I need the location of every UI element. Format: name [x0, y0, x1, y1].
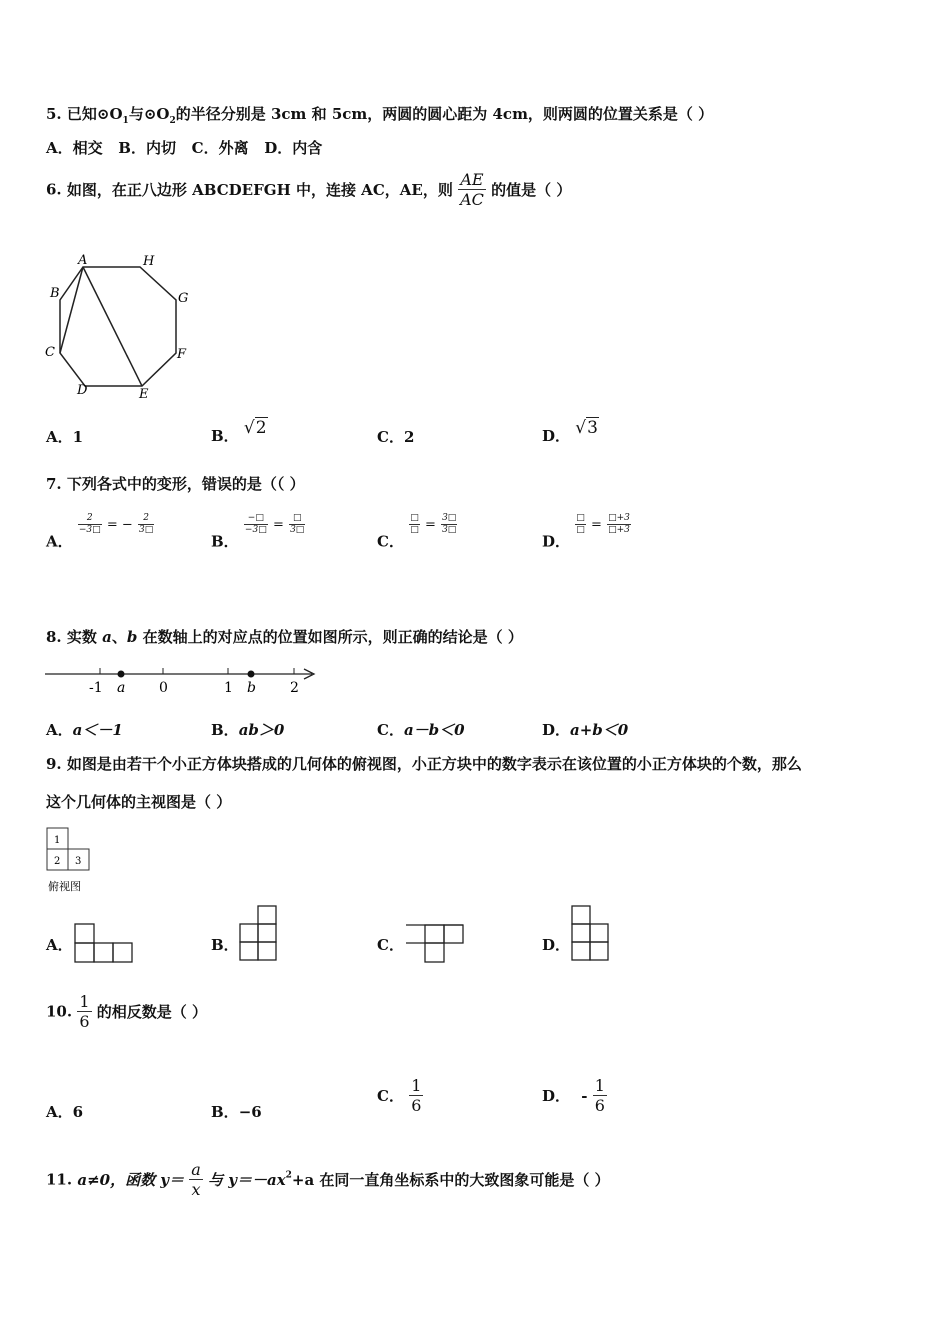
- q9-option-d-label: D．: [542, 936, 571, 954]
- vertex-label-f: F: [177, 347, 187, 362]
- q7-opt-d-expr: [575, 513, 631, 536]
- q10-frac-num: 1: [79, 992, 90, 1011]
- q8-opt-d-label: D．: [542, 721, 571, 739]
- q9-option-a-figure: [73, 922, 135, 964]
- q10-option-a: [46, 1101, 83, 1122]
- q9-stem-line1: [46, 753, 802, 774]
- q10-opt-c-fraction: [409, 1076, 423, 1115]
- q7-b-rhs-den: 3□: [290, 525, 305, 535]
- q7-d-lhs: [575, 513, 586, 536]
- q10-option-d: [542, 1076, 607, 1115]
- q11-number: 11.: [46, 1170, 73, 1189]
- q7-c-lhs: [409, 513, 420, 536]
- q7-d-lhs-den: □: [576, 525, 585, 535]
- q7-c-rhs: [441, 513, 457, 536]
- q8-var-b: b: [126, 628, 138, 646]
- q9-option-d-figure: [570, 904, 612, 964]
- q6-opt-d-radicand: 3: [587, 418, 598, 438]
- q10-fraction: [77, 992, 91, 1031]
- q6-text-b: 的值是（ ）: [491, 181, 572, 199]
- q5-stem: [46, 103, 713, 126]
- axis-label-2: 2: [290, 680, 299, 696]
- q7-c-op: =: [424, 517, 436, 533]
- q8-sep: 、: [111, 628, 127, 646]
- q7-a-rhs-num: 2: [138, 513, 154, 525]
- q7-c-rhs-den: 3□: [442, 525, 457, 535]
- point-b: [248, 671, 255, 678]
- axis-label-neg1: -1: [89, 680, 103, 696]
- top-view-value-3: 3: [75, 856, 82, 867]
- q7-opt-d-label: D．: [542, 532, 571, 551]
- q7-d-rhs: [607, 513, 631, 536]
- q9-option-a-label: A．: [46, 936, 73, 954]
- q7-b-lhs-den: −3□: [244, 525, 267, 535]
- q9-stem-line2: 这个几何体的主视图是（ ）: [46, 793, 232, 811]
- q10-text: 的相反数是（ ）: [96, 1003, 207, 1021]
- vertex-label-c: C: [45, 345, 55, 360]
- q7-a-op: = −: [106, 517, 133, 533]
- q7-b-rhs: [289, 513, 305, 536]
- q11-text-a: a≠0，函数 y＝: [77, 1171, 185, 1189]
- q7-option-d: [542, 513, 631, 552]
- q6-option-d: [542, 418, 599, 446]
- axis-label-1: 1: [224, 680, 233, 696]
- q9-option-b-figure: [238, 904, 280, 964]
- q9-number: 9.: [46, 755, 62, 773]
- q8-opt-d-value: a+b＜0: [570, 721, 629, 739]
- q10-stem: [46, 992, 207, 1031]
- top-view-value-1: 1: [54, 835, 61, 846]
- q7-a-rhs: [138, 513, 154, 536]
- q7-opt-b-label: B．: [211, 532, 239, 551]
- axis-label-b: b: [247, 680, 256, 696]
- q9-d-cell-bot-l: [572, 942, 590, 960]
- q5-number: 5.: [46, 105, 62, 123]
- q6-fraction: [458, 170, 486, 209]
- q11-fraction: [189, 1160, 203, 1199]
- q7-b-rhs-num: □: [289, 513, 305, 525]
- q10-option-b: [211, 1101, 262, 1122]
- q10-option-c: [377, 1076, 423, 1115]
- q7-opt-a-label: A．: [46, 532, 73, 551]
- q8-number: 8.: [46, 628, 62, 646]
- q5-text-c: 的半径分别是 3cm 和 5cm，两圆的圆心距为 4cm，则两圆的位置关系是（ ）: [175, 105, 714, 123]
- q7-d-op: =: [591, 517, 602, 533]
- q7-c-lhs-den: □: [410, 525, 419, 535]
- q11-stem: [46, 1160, 610, 1199]
- q5-text-a: 已知⊙O: [66, 105, 123, 123]
- q8-opt-a-value: a＜－1: [72, 721, 123, 739]
- q6-text-a: 如图，在正八边形 ABCDEFGH 中，连接 AC，AE，则: [66, 181, 453, 199]
- q6-option-a: [46, 426, 83, 447]
- q8-opt-a-label: A．: [46, 721, 73, 739]
- q8-option-b: [211, 719, 284, 740]
- q9-b-cell-bot-r: [258, 942, 276, 960]
- q8-opt-b-value: ab＞0: [238, 721, 285, 739]
- q9-b-cell-bot-l: [240, 942, 258, 960]
- q7-text: 下列各式中的变形，错误的是（（ ）: [66, 475, 305, 493]
- number-line: [42, 660, 327, 700]
- top-view-figure: [44, 826, 104, 898]
- q7-stem: [46, 473, 305, 494]
- q7-option-b: [211, 513, 305, 552]
- q7-opt-c-label: C．: [377, 532, 404, 551]
- q8-text-a: 实数: [66, 628, 97, 646]
- q8-option-c: [377, 719, 465, 740]
- vertex-label-g: G: [178, 291, 189, 306]
- q6-opt-d-sqrt: √3: [575, 418, 598, 438]
- q11-sup: 2: [285, 1170, 292, 1181]
- q6-opt-a-value: 1: [72, 428, 84, 446]
- q7-a-lhs: [78, 513, 102, 536]
- q10-opt-d-fraction: [593, 1076, 607, 1115]
- q9-d-cell-top: [572, 906, 590, 924]
- octagon-shape: [60, 267, 176, 386]
- q7-d-lhs-num: □: [576, 513, 585, 523]
- q7-option-a: [46, 513, 154, 552]
- q9-text-line1: 如图是由若干个小正方体块搭成的几何体的俯视图，小正方块中的数字表示在该位置的小正方体块的个数，那么: [66, 755, 802, 773]
- q6-stem: [46, 170, 571, 209]
- q10-opt-c-label: C．: [377, 1087, 404, 1105]
- q9-a-cell-3: [113, 943, 132, 962]
- q6-opt-b-sqrt: √2: [243, 418, 267, 438]
- q6-opt-c-value: 2: [403, 428, 415, 446]
- q7-d-rhs-den: □+3: [608, 525, 630, 535]
- q9-a-cell-top: [75, 924, 94, 943]
- q9-a-cell-2: [94, 943, 113, 962]
- q7-c-rhs-num: 3□: [442, 513, 457, 523]
- q9-b-cell-mid-r: [258, 924, 276, 942]
- q9-c-cell-bottom: [425, 943, 444, 962]
- vertex-label-d: D: [77, 383, 88, 398]
- q10-opt-d-label: D．: [542, 1087, 571, 1105]
- q6-option-b: [211, 418, 268, 446]
- q7-opt-c-expr: [409, 513, 457, 536]
- q7-b-op: =: [272, 517, 284, 533]
- q10-opt-b-value: −6: [238, 1103, 262, 1121]
- q7-option-c: [377, 513, 457, 552]
- q10-opt-a-label: A．: [46, 1103, 73, 1121]
- q11-text-b: 与 y＝－ax: [208, 1171, 286, 1189]
- q6-opt-b-label: B．: [211, 427, 239, 445]
- q7-c-lhs-num: □: [410, 513, 419, 523]
- q9-d-cell-mid-r: [590, 924, 608, 942]
- q8-option-d: [542, 719, 628, 740]
- q7-number: 7.: [46, 475, 62, 493]
- q9-a-cell-1: [75, 943, 94, 962]
- q10-opt-c-den: 6: [411, 1096, 422, 1115]
- q5-sub2: 2: [169, 116, 176, 126]
- q9-option-c-label: C．: [377, 936, 404, 954]
- segment-ae: [83, 267, 142, 386]
- q11-frac-den: x: [191, 1180, 201, 1199]
- q10-opt-a-value: 6: [72, 1103, 84, 1121]
- q6-opt-c-label: C．: [377, 428, 404, 446]
- segment-ac: [60, 267, 83, 353]
- top-view-value-2: 2: [54, 856, 61, 867]
- q10-opt-d-den: 6: [594, 1096, 605, 1115]
- q5-options: A．相交 B．内切 C．外离 D．内含: [46, 139, 323, 157]
- q9-option-c-figure: [404, 922, 466, 964]
- top-view-caption: 俯视图: [48, 880, 81, 893]
- octagon-figure: [40, 250, 200, 405]
- q6-number: 6.: [46, 180, 62, 199]
- q5-text-b: 与⊙O: [128, 105, 170, 123]
- point-a: [118, 671, 125, 678]
- q8-opt-c-label: C．: [377, 721, 404, 739]
- q8-text-b: 在数轴上的对应点的位置如图所示，则正确的结论是（ ）: [142, 628, 523, 646]
- q8-option-a: [46, 719, 123, 740]
- vertex-label-a: A: [78, 253, 88, 268]
- q11-frac-num: a: [191, 1160, 201, 1179]
- q8-opt-b-label: B．: [211, 721, 239, 739]
- q7-a-lhs-den: −3□: [78, 525, 101, 535]
- q6-frac-den: AC: [460, 190, 484, 209]
- q7-opt-b-expr: [244, 513, 305, 536]
- q9-option-b-label: B．: [211, 936, 239, 954]
- q9-c-cell-mid: [425, 925, 444, 943]
- q9-d-cell-bot-r: [590, 942, 608, 960]
- vertex-label-h: H: [143, 254, 155, 269]
- q9-b-cell-mid-l: [240, 924, 258, 942]
- q7-d-rhs-num: □+3: [608, 513, 630, 523]
- q10-opt-d-num: 1: [594, 1076, 605, 1095]
- q9-c-cell-right: [444, 925, 463, 943]
- q9-d-cell-mid-l: [572, 924, 590, 942]
- q6-frac-num: AE: [458, 170, 486, 190]
- q8-var-a: a: [102, 628, 112, 646]
- q11-text-c: +a 在同一直角坐标系中的大致图象可能是（ ）: [291, 1171, 610, 1189]
- q10-frac-den: 6: [79, 1012, 90, 1031]
- q10-opt-d-sign: -: [581, 1086, 588, 1105]
- q10-opt-b-label: B．: [211, 1103, 239, 1121]
- q7-opt-a-expr: [78, 513, 154, 536]
- q6-opt-a-label: A．: [46, 428, 73, 446]
- axis-label-0: 0: [159, 680, 168, 696]
- axis-label-a: a: [117, 680, 126, 696]
- q7-a-lhs-num: 2: [78, 513, 102, 525]
- q6-opt-b-radicand: 2: [255, 418, 267, 438]
- q9-b-cell-top: [258, 906, 276, 924]
- q8-stem: [46, 626, 523, 647]
- q6-opt-d-label: D．: [542, 427, 571, 445]
- q5-sub1: 1: [122, 116, 129, 126]
- vertex-label-b: B: [50, 286, 60, 301]
- q10-opt-c-num: 1: [411, 1076, 422, 1095]
- q6-option-c: [377, 426, 414, 447]
- q10-number: 10.: [46, 1002, 73, 1021]
- q7-b-lhs: [244, 513, 268, 536]
- q7-a-rhs-den: 3□: [139, 525, 154, 535]
- q8-opt-c-value: a－b＜0: [403, 721, 465, 739]
- q7-b-lhs-num: −□: [244, 513, 268, 525]
- vertex-label-e: E: [139, 387, 149, 402]
